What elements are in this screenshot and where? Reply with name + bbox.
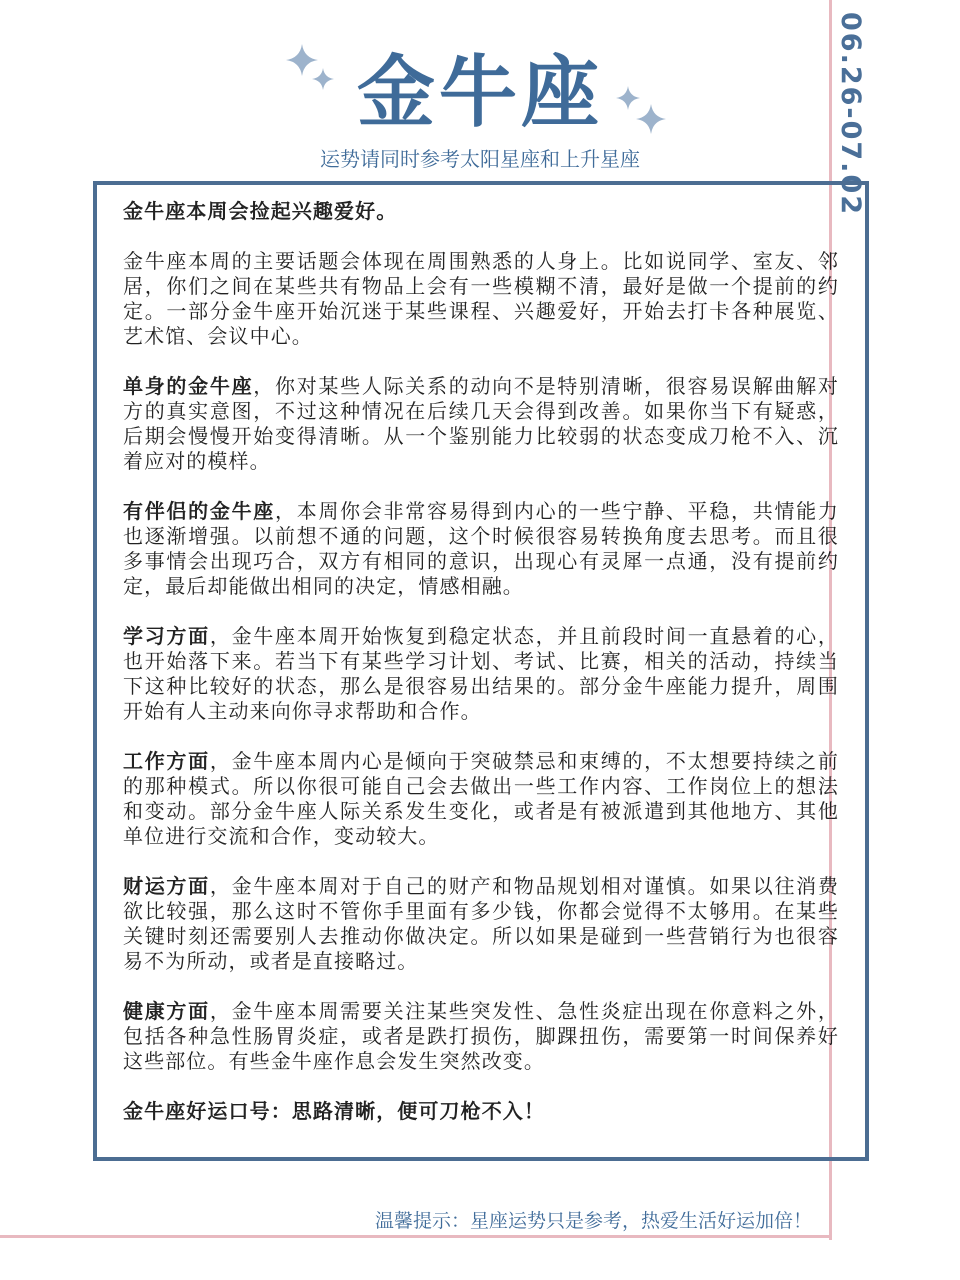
section-text: ，金牛座本周对于自己的财产和物品规划相对谨慎。如果以往消费欲比较强，那么这时不管你手里面有多少钱，你都会觉得不太够用。在某些关键时刻还需要别人去推动你做决定。所以如果是碰到一些营销行为也很容易不为所动，或者是直接略过。 — [123, 874, 840, 973]
section-study — [123, 624, 839, 724]
section-single — [123, 374, 839, 474]
section-wealth — [123, 874, 839, 974]
section-work — [123, 749, 839, 849]
pink-horizontal-line — [0, 1235, 832, 1238]
section-heading: 单身的金牛座 — [123, 374, 254, 398]
footer-tip: 温馨提示：星座运势只是参考，热爱生活好运加倍！ — [374, 1210, 812, 1232]
section-partnered — [123, 499, 839, 599]
section-heading: 健康方面 — [123, 999, 210, 1023]
section-text: ，你对某些人际关系的动向不是特别清晰，很容易误解曲解对方的真实意图，不过这种情况在后续几天会得到改善。如果你当下有疑惑，后期会慢慢开始变得清晰。从一个鉴别能力比较弱的状态变成刀枪不入、沉着应对的模样。 — [123, 374, 839, 473]
section-text: ，金牛座本周内心是倾向于突破禁忌和束缚的，不太想要持续之前的那种模式。所以你很可能自己会去做出一些工作内容、工作岗位上的想法和变动。部分金牛座人际关系发生变化，或者是有被派遣到其他地方、其他单位进行交流和合作，变动较大。 — [123, 749, 840, 848]
section-text: ，金牛座本周需要关注某些突发性、急性炎症出现在你意料之外，包括各种急性肠胃炎症，或者是跌打损伤，脚踝扭伤，需要第一时间保养好这些部位。有些金牛座作息会发生突然改变。 — [123, 999, 840, 1073]
lucky-slogan: 金牛座好运口号：思路清晰，便可刀枪不入！ — [123, 1099, 545, 1123]
page-title: 金牛座 — [356, 48, 603, 138]
horoscope-content — [93, 181, 869, 1161]
section-heading: 学习方面 — [123, 624, 210, 648]
section-heading: 财运方面 — [123, 874, 210, 898]
date-range: 06.26-07.02 — [835, 12, 866, 217]
headline: 金牛座本周会捡起兴趣爱好。 — [123, 199, 398, 223]
intro-paragraph: 金牛座本周的主要话题会体现在周围熟悉的人身上。比如说同学、室友、邻居，你们之间在某些共有物品上会有一些模糊不清，最好是做一个提前的约定。一部分金牛座开始沉迷于某些课程、兴趣爱好，开始去打卡各种展览、艺术馆、会议中心。 — [123, 249, 839, 348]
section-text: ，金牛座本周开始恢复到稳定状态，并且前段时间一直悬着的心，也开始落下来。若当下有某些学习计划、考试、比赛，相关的活动，持续当下这种比较好的状态，那么是很容易出结果的。部分金牛座能力提升，周围开始有人主动来向你寻求帮助和合作。 — [123, 624, 840, 723]
section-heading: 工作方面 — [123, 749, 210, 773]
section-health — [123, 999, 839, 1074]
page-subtitle: 运势请同时参考太阳星座和上升星座 — [320, 147, 640, 171]
section-text: ，本周你会非常容易得到内心的一些宁静、平稳，共情能力也逐渐增强。以前想不通的问题，这个时候很容易转换角度去思考。而且很多事情会出现巧合，双方有相同的意识，出现心有灵犀一点通，没有提前约定，最后却能做出相同的决定，情感相融。 — [123, 499, 839, 598]
section-heading: 有伴侣的金牛座 — [123, 499, 276, 523]
sparkle-right-large-icon — [636, 104, 666, 134]
